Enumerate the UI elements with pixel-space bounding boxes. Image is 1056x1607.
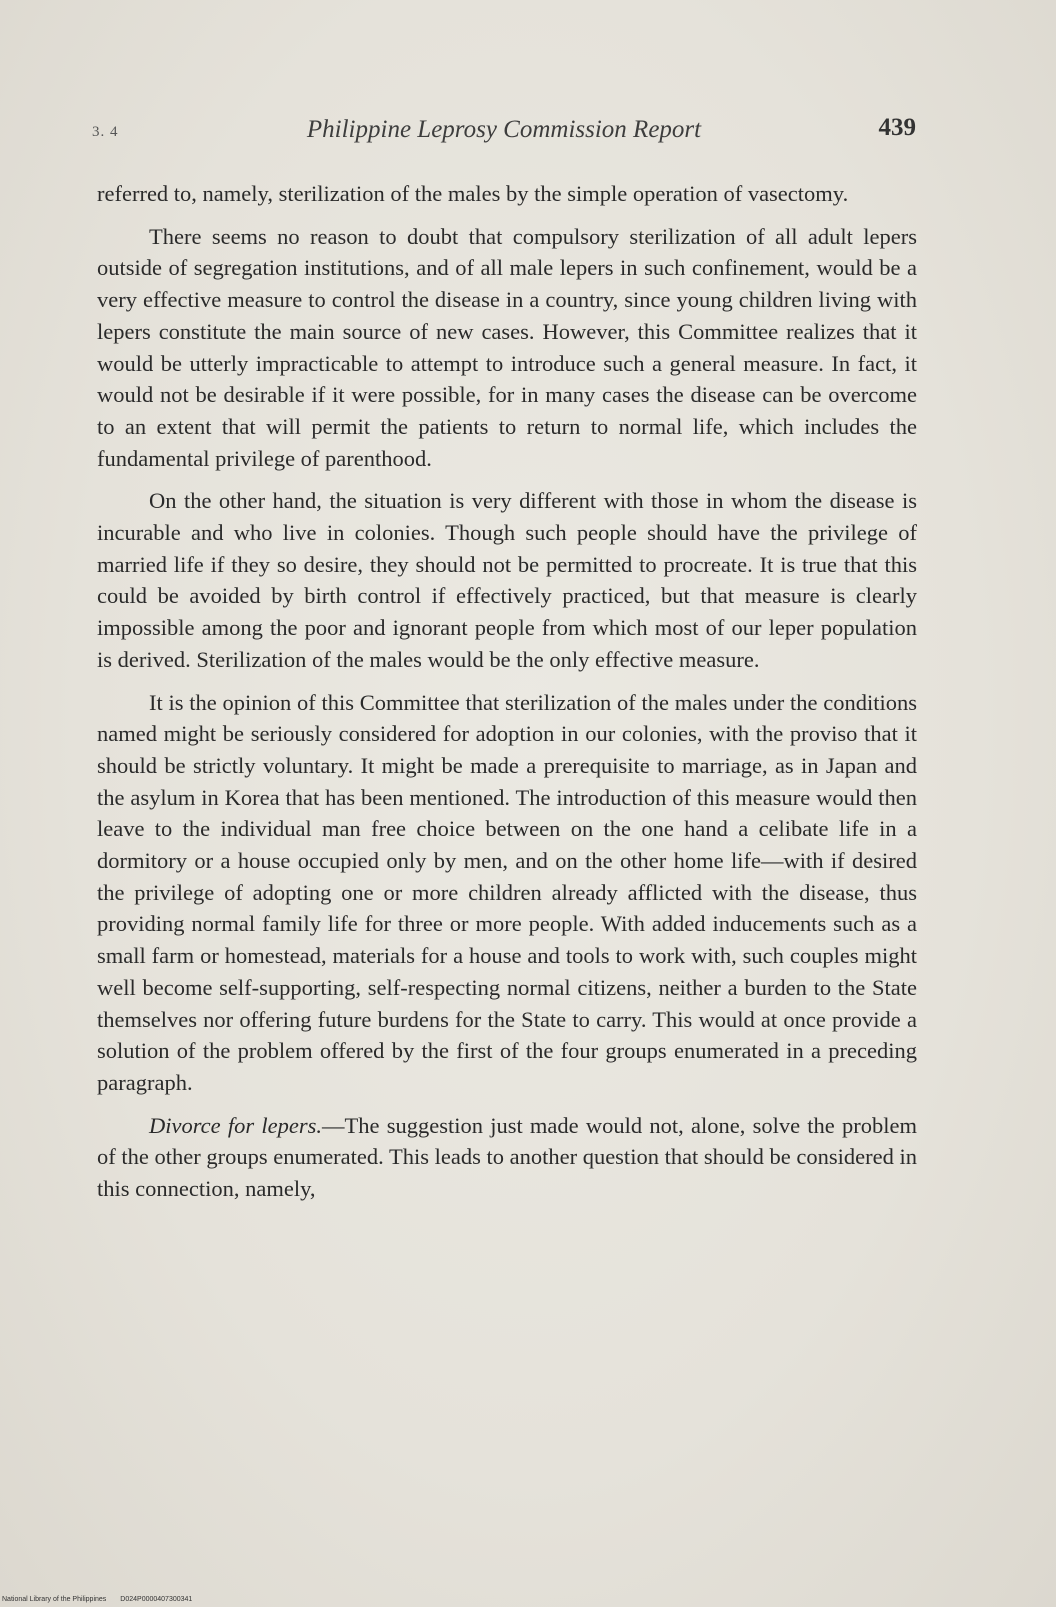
scan-footer	[2, 1596, 192, 1603]
paragraph-text: —The suggestion just made would not, alone, solve the problem of the other groups enumerated. This leads to another question that should be considered in this connection, namely,	[97, 1112, 918, 1202]
paragraph	[97, 221, 917, 475]
paragraph	[97, 178, 917, 210]
paragraph-text: There seems no reason to doubt that compulsory sterilization of all adult lepers outside of segregation institutions, and of all male lepers in such confinement, would be a very effective measure to control the disease in a country, since young children living with lepers constitute the main source of new cases. However, this Committee realizes that it would be utterly impracticable to attempt to introduce such a general measure. In fact, it would not be desirable if it were possible, for in many cases the disease can be overcome to an extent that will permit the patients to return to normal life, which includes the fundamental privilege of parenthood.	[97, 223, 917, 471]
paragraph	[97, 687, 917, 1099]
paragraph	[97, 1110, 917, 1205]
scan-code: D024P0000407300341	[120, 1596, 193, 1603]
body-text	[97, 178, 917, 1216]
paragraph-text: referred to, namely, sterilization of the males by the simple operation of vasectomy.	[97, 181, 849, 206]
folio-mark: 3. 4	[92, 124, 119, 140]
page-number: 439	[878, 114, 916, 141]
page-header	[92, 114, 916, 154]
paragraph-text: On the other hand, the situation is very different with those in whom the disease is incurable and who live in colonies. Though such people should have the privilege of married life if they so desire, they should not be permitted to procreate. It is true that this could be avoided by birth control if effectively practiced, but that measure is clearly impossible among the poor and ignorant people from which most of our leper population is derived. Sterilization of the males would be the only effective measure.	[97, 488, 917, 672]
paragraph-text: It is the opinion of this Committee that sterilization of the males under the conditions named might be seriously considered for adoption in our colonies, with the proviso that it should be strictly voluntary. It might be made a prerequisite to marriage, as in Japan and the asylum in Korea that has been mentioned. The introduction of this measure would then leave to the individual man free choice between on the one hand a celibate life in a dormitory or a house occupied only by men, and on the other home life—with if desired the privilege of adopting one or more children already afflicted with the disease, thus providing normal family life for three or more people. With added inducements such as a small farm or homestead, materials for a house and tools to work with, such couples might well become self-supporting, self-respecting normal citizens, neither a burden to the State themselves nor offering future burdens for the State to carry. This would at once provide a solution of the problem offered by the first of the four groups enumerated in a preceding paragraph.	[97, 689, 917, 1095]
paragraph	[97, 485, 917, 675]
library-credit: National Library of the Philippines	[2, 1596, 107, 1603]
paragraph-lead: Divorce for lepers.	[149, 1112, 322, 1138]
running-title: Philippine Leprosy Commission Report	[306, 116, 702, 143]
